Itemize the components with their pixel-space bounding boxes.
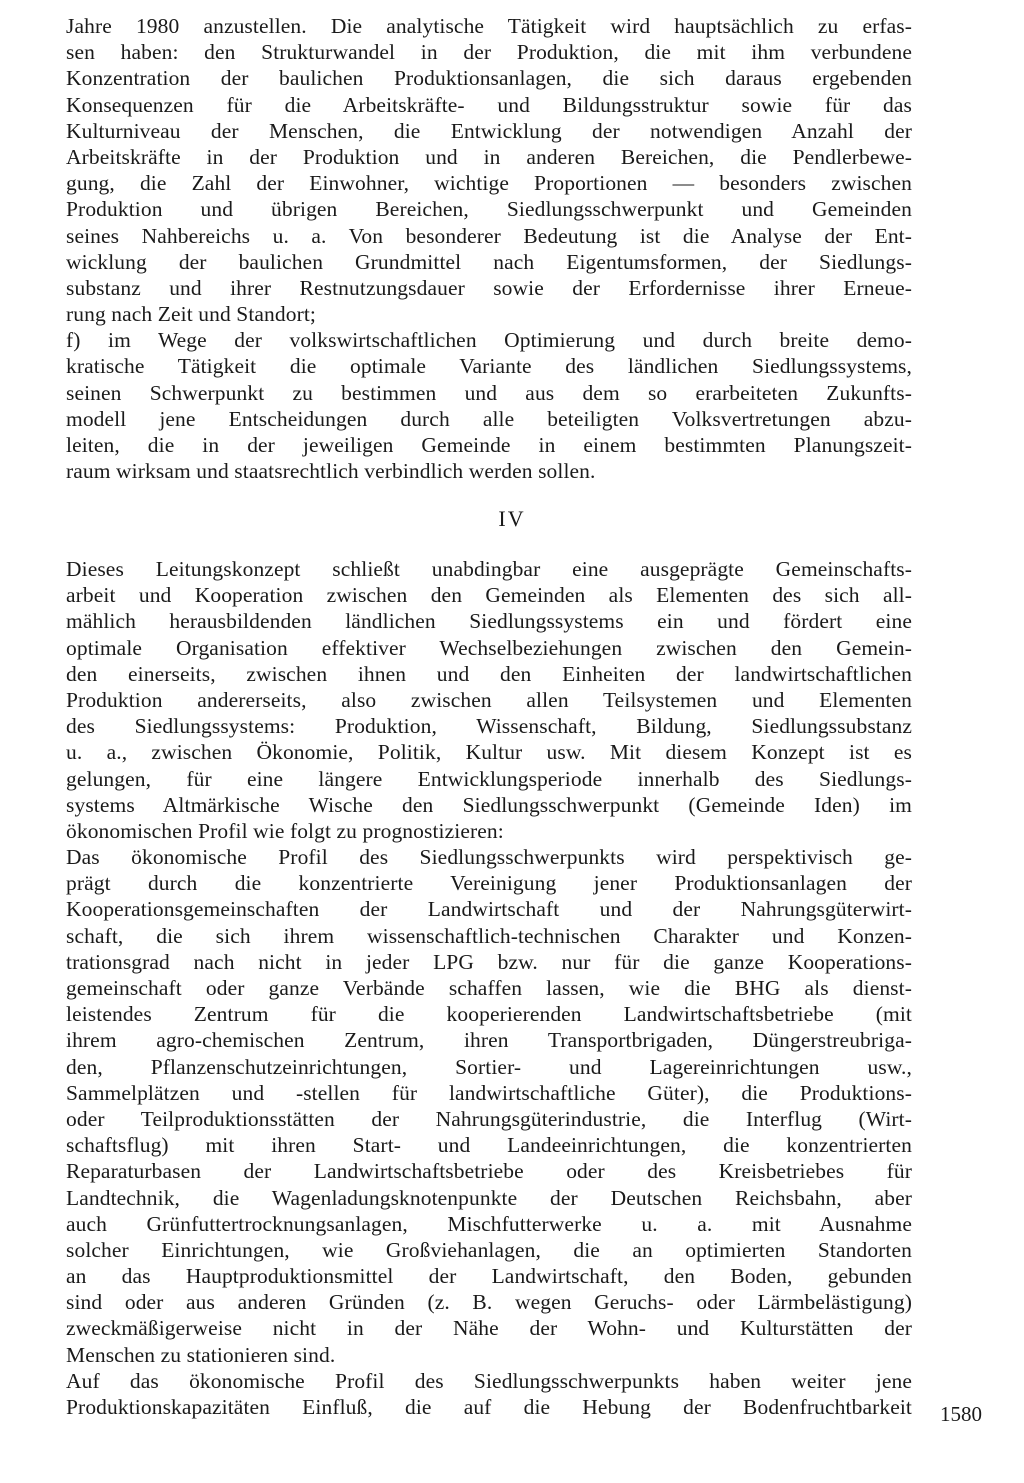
text-block-section-iv — [66, 556, 912, 1420]
text-line: oder Teilproduktionsstätten der Nahrungsgüterindustrie, die Interflug (Wirt- — [66, 1106, 912, 1131]
text-line: optimale Organisation effektiver Wechselbeziehungen zwischen den Gemein- — [66, 635, 912, 660]
text-line: f) im Wege der volkswirtschaftlichen Optimierung und durch breite demo- — [66, 328, 912, 353]
text-line: systems Altmärkische Wische den Siedlungsschwerpunkt (Gemeinde Iden) im — [66, 792, 912, 817]
text-line: gemeinschaft oder ganze Verbände schaffen lassen, wie die BHG als dienst- — [66, 976, 912, 1000]
text-line: Jahre 1980 anzustellen. Die analytische Tätigkeit wird hauptsächlich zu erfas- — [66, 14, 912, 38]
text-line: schaft, die sich ihrem wissenschaftlich-technischen Charakter und Konzen- — [66, 923, 912, 948]
text-line: u. a., zwischen Ökonomie, Politik, Kultur usw. Mit diesem Konzept ist es — [66, 740, 912, 765]
text-line: kratische Tätigkeit die optimale Variante des ländlichen Siedlungssystems, — [66, 354, 912, 379]
text-line: Auf das ökonomische Profil des Siedlungsschwerpunkts haben weiter jene — [66, 1368, 912, 1393]
text-line: Produktion andererseits, also zwischen allen Teilsystemen und Elementen — [66, 687, 912, 712]
text-line: leiten, die in der jeweiligen Gemeinde in einem bestimmten Planungszeit- — [66, 433, 912, 457]
text-line: raum wirksam und staatsrechtlich verbindlich werden sollen. — [66, 459, 596, 484]
text-line: seinen Schwerpunkt zu bestimmen und aus dem so erarbeiteten Zukunfts- — [66, 380, 912, 405]
text-line: substanz und ihrer Restnutzungsdauer sowie der Erfordernisse ihrer Erneue- — [66, 275, 912, 300]
text-line: seines Nahbereichs u. a. Von besonderer Bedeutung ist die Analyse der Ent- — [66, 223, 912, 248]
text-line: gelungen, für eine längere Entwicklungsperiode innerhalb des Siedlungs- — [66, 766, 912, 791]
text-line: Produktion und übrigen Bereichen, Siedlungsschwerpunkt und Gemeinden — [66, 197, 912, 222]
text-line: Konsequenzen für die Arbeitskräfte- und Bildungsstruktur sowie für das — [66, 92, 912, 117]
text-line: modell jene Entscheidungen durch alle beteiligten Volksvertretungen abzu- — [66, 406, 912, 431]
text-line: Sammelplätzen und -stellen für landwirtschaftliche Güter), die Produktions- — [66, 1080, 912, 1105]
text-line: Kooperationsgemeinschaften der Landwirtschaft und der Nahrungsgüterwirt- — [66, 897, 912, 922]
text-line: solcher Einrichtungen, wie Großviehanlagen, die an optimierten Standorten — [66, 1237, 912, 1262]
text-line: Reparaturbasen der Landwirtschaftsbetriebe oder des Kreisbetriebes für — [66, 1159, 912, 1184]
text-line: den einerseits, zwischen ihnen und den Einheiten der landwirtschaftlichen — [66, 661, 912, 686]
text-line: ihrem agro-chemischen Zentrum, ihren Transportbrigaden, Düngerstreubriga- — [66, 1028, 912, 1053]
section-heading: IV — [498, 506, 526, 531]
text-line: rung nach Zeit und Standort; — [66, 302, 316, 327]
text-line: an das Hauptproduktionsmittel der Landwirtschaft, den Boden, gebunden — [66, 1264, 912, 1289]
text-line: sind oder aus anderen Gründen (z. B. wegen Geruchs- oder Lärmbelästigung) — [66, 1290, 912, 1315]
text-line: mählich herausbildenden ländlichen Siedlungssystems ein und fördert eine — [66, 609, 912, 634]
text-line: wicklung der baulichen Grundmittel nach Eigentumsformen, der Siedlungs- — [66, 249, 912, 274]
text-line: Kulturniveau der Menschen, die Entwicklung der notwendigen Anzahl der — [66, 118, 912, 143]
text-line: Konzentration der baulichen Produktionsanlagen, die sich daraus ergebenden — [66, 66, 912, 91]
text-line: gung, die Zahl der Einwohner, wichtige Proportionen — besonders zwischen — [66, 171, 912, 196]
text-line: auch Grünfuttertrocknungsanlagen, Mischfutterwerke u. a. mit Ausnahme — [66, 1211, 912, 1236]
text-line: prägt durch die konzentrierte Vereinigung jener Produktionsanlagen der — [66, 871, 912, 896]
text-line: Das ökonomische Profil des Siedlungsschwerpunkts wird perspektivisch ge- — [66, 845, 912, 870]
text-block-analysis — [66, 13, 912, 484]
text-line: ökonomischen Profil wie folgt zu prognostizieren: — [66, 818, 504, 843]
text-line: Menschen zu stationieren sind. — [66, 1342, 336, 1367]
text-line: trationsgrad nach nicht in jeder LPG bzw. nur für die ganze Kooperations- — [66, 949, 912, 974]
page-number: 1580 — [940, 1402, 982, 1426]
text-line: Produktionskapazitäten Einfluß, die auf die Hebung der Bodenfruchtbarkeit — [66, 1395, 912, 1419]
text-line: Arbeitskräfte in der Produktion und in anderen Bereichen, die Pendlerbewe- — [66, 144, 912, 169]
text-line: leistendes Zentrum für die kooperierenden Landwirtschaftsbetriebe (mit — [66, 1002, 912, 1027]
text-line: Landtechnik, die Wagenladungsknotenpunkte der Deutschen Reichsbahn, aber — [66, 1185, 912, 1210]
text-line: arbeit und Kooperation zwischen den Gemeinden als Elementen des sich all- — [66, 583, 912, 608]
text-line: schaftsflug) mit ihren Start- und Landeeinrichtungen, die konzentrierten — [66, 1133, 912, 1158]
text-line: zweckmäßigerweise nicht in der Nähe der Wohn- und Kulturstätten der — [66, 1316, 912, 1341]
text-line: sen haben: den Strukturwandel in der Produktion, die mit ihm verbundene — [66, 40, 912, 65]
text-line: Dieses Leitungskonzept schließt unabdingbar eine ausgeprägte Gemeinschafts- — [66, 557, 912, 581]
text-line: den, Pflanzenschutzeinrichtungen, Sortier- und Lagereinrichtungen usw., — [66, 1054, 912, 1079]
text-line: des Siedlungssystems: Produktion, Wissenschaft, Bildung, Siedlungssubstanz — [66, 714, 912, 739]
